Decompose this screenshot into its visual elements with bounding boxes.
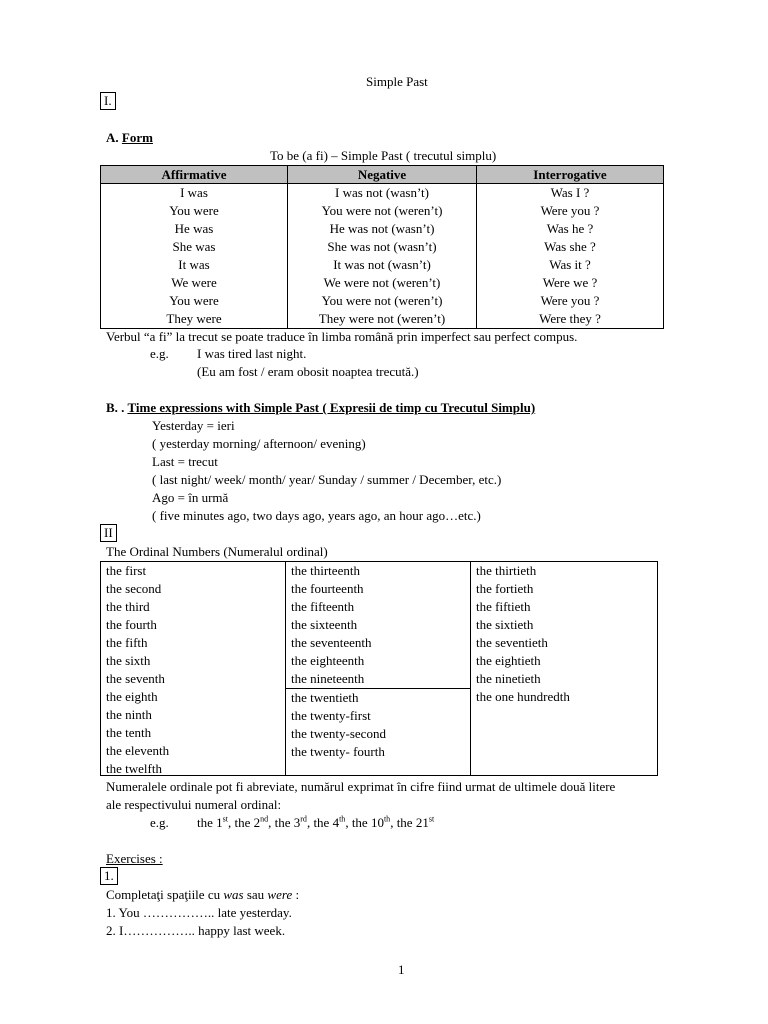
tobe-header-affirmative: Affirmative: [101, 166, 288, 184]
time-expressions-list: [152, 417, 501, 525]
ordinal-item: the fourth: [106, 617, 157, 632]
tobe-cell-affirmative: We were: [101, 274, 288, 292]
tobe-header-negative: Negative: [288, 166, 477, 184]
tobe-cell-negative: They were not (weren’t): [288, 310, 477, 329]
tobe-header-interrogative: Interrogative: [477, 166, 664, 184]
tobe-cell-affirmative: It was: [101, 256, 288, 274]
ordinal-example-list: [197, 815, 434, 831]
page-title: Simple Past: [366, 74, 428, 89]
ordinal-example-suffix: st: [428, 814, 435, 824]
tobe-cell-negative: You were not (weren’t): [288, 202, 477, 220]
ordinal-item: the sixtieth: [476, 617, 534, 632]
tobe-header-row: [101, 166, 664, 184]
time-expression-line: ( five minutes ago, two days ago, years ago, an hour ago…etc.): [152, 508, 481, 523]
tobe-cell-affirmative: She was: [101, 238, 288, 256]
section-a-title: Form: [121, 130, 153, 145]
ordinal-item: the first: [106, 563, 147, 578]
tobe-row: [101, 202, 664, 220]
ordinal-column-2: [286, 562, 471, 775]
exercise-item-2: 2. I…………….. happy last week.: [106, 923, 286, 938]
ordinal-column-2-upper: [286, 562, 470, 688]
ordinal-item: the seventh: [106, 671, 165, 686]
instruction-word-were: were: [267, 887, 293, 902]
ordinal-example-suffix: rd: [300, 814, 307, 824]
ordinal-example-suffix: th: [339, 814, 346, 824]
tobe-example-label: e.g.: [150, 346, 169, 361]
tobe-cell-negative: I was not (wasn’t): [288, 184, 477, 203]
ordinal-example-separator: ,: [345, 815, 352, 830]
exercise-item-1: 1. You …………….. late yesterday.: [106, 905, 292, 920]
tobe-cell-interrogative: Were you ?: [477, 292, 664, 310]
time-expression-line: ( yesterday morning/ afternoon/ evening): [152, 436, 366, 451]
tobe-cell-interrogative: Were they ?: [477, 310, 664, 329]
tobe-cell-negative: It was not (wasn’t): [288, 256, 477, 274]
ordinal-item: the one hundredth: [476, 689, 570, 704]
ordinal-example-separator: ,: [227, 815, 235, 830]
ordinal-item: the thirteenth: [291, 563, 360, 578]
section-label-1: I.: [100, 92, 116, 110]
ordinal-example-separator: ,: [306, 815, 314, 830]
tobe-cell-affirmative: You were: [101, 292, 288, 310]
ordinal-item: the fourteenth: [291, 581, 364, 596]
ordinal-column-1: [101, 562, 286, 775]
time-expression-line: Yesterday = ieri: [152, 418, 235, 433]
instruction-text-after: :: [292, 887, 300, 902]
tobe-cell-interrogative: Was he ?: [477, 220, 664, 238]
instruction-text-before: Completaţi spaţiile cu: [106, 887, 224, 902]
tobe-row: [101, 292, 664, 310]
ordinal-item: the twenty-first: [291, 708, 371, 723]
ordinal-item: the seventeenth: [291, 635, 372, 650]
ordinal-item: the fifteenth: [291, 599, 355, 614]
ordinal-item: the eightieth: [476, 653, 541, 668]
tobe-caption: To be (a fi) – Simple Past ( trecutul simplu): [270, 148, 497, 163]
tobe-cell-interrogative: Were you ?: [477, 202, 664, 220]
section-b-heading: [106, 400, 535, 416]
ordinal-note-line-1: Numeralele ordinale pot fi abreviate, numărul exprimat în cifre fiind urmat de ultimele două litere: [106, 779, 616, 794]
section-a-heading: [106, 130, 153, 146]
tobe-cell-affirmative: I was: [101, 184, 288, 203]
ordinal-example-separator: ,: [268, 815, 275, 830]
tobe-cell-interrogative: Was it ?: [477, 256, 664, 274]
tobe-row: [101, 238, 664, 256]
tobe-row: [101, 256, 664, 274]
tobe-example-translation: (Eu am fost / eram obosit noaptea trecută.): [197, 364, 419, 379]
ordinal-item: the twenty-second: [291, 726, 386, 741]
exercises-heading: Exercises :: [106, 851, 163, 866]
tobe-cell-interrogative: Was I ?: [477, 184, 664, 203]
section-b-letter: B. .: [106, 400, 125, 415]
ordinal-example-label: e.g.: [150, 815, 169, 830]
time-expression-line: ( last night/ week/ month/ year/ Sunday / summer / December, etc.): [152, 472, 502, 487]
tobe-cell-interrogative: Was she ?: [477, 238, 664, 256]
ordinal-item: the sixth: [106, 653, 151, 668]
page-number: 1: [398, 962, 405, 977]
ordinal-item: the ninth: [106, 707, 152, 722]
ordinal-item: the eighth: [106, 689, 158, 704]
ordinal-item: the twentieth: [291, 690, 359, 705]
tobe-cell-affirmative: He was: [101, 220, 288, 238]
ordinal-item: the second: [106, 581, 162, 596]
ordinal-example-number: the 1: [197, 815, 223, 830]
tobe-row: [101, 310, 664, 329]
tobe-cell-affirmative: You were: [101, 202, 288, 220]
ordinal-item: the sixteenth: [291, 617, 358, 632]
ordinal-example-suffix: st: [222, 814, 228, 824]
section-b-title: Time expressions with Simple Past ( Expresii de timp cu Trecutul Simplu): [127, 400, 536, 415]
ordinal-note-line-2: ale respectivului numeral ordinal:: [106, 797, 282, 812]
ordinal-example-number: the 3: [274, 815, 301, 830]
exercise-instruction: [106, 887, 299, 903]
ordinal-column-2-lower: [286, 688, 470, 761]
tobe-cell-interrogative: Were we ?: [477, 274, 664, 292]
ordinal-item: the eleventh: [106, 743, 170, 758]
tobe-cell-negative: He was not (wasn’t): [288, 220, 477, 238]
tobe-cell-negative: We were not (weren’t): [288, 274, 477, 292]
ordinal-table: [100, 561, 658, 776]
tobe-cell-negative: She was not (wasn’t): [288, 238, 477, 256]
time-expression-line: Last = trecut: [152, 454, 218, 469]
tobe-cell-negative: You were not (weren’t): [288, 292, 477, 310]
ordinal-item: the third: [106, 599, 150, 614]
tobe-example-sentence: I was tired last night.: [197, 346, 307, 361]
ordinal-item: the thirtieth: [476, 563, 537, 578]
instruction-text-mid: sau: [243, 887, 268, 902]
ordinal-item: the twenty- fourth: [291, 744, 385, 759]
tobe-cell-affirmative: They were: [101, 310, 288, 329]
ordinal-caption: The Ordinal Numbers (Numeralul ordinal): [106, 544, 328, 559]
ordinal-item: the fifth: [106, 635, 148, 650]
ordinal-item: the tenth: [106, 725, 152, 740]
ordinal-item: the nineteenth: [291, 671, 365, 686]
section-label-2: II: [100, 524, 117, 542]
tobe-row: [101, 220, 664, 238]
ordinal-example-separator: ,: [390, 815, 397, 830]
tobe-row: [101, 184, 664, 203]
ordinal-item: the ninetieth: [476, 671, 541, 686]
tobe-table: [100, 165, 664, 329]
ordinal-example-suffix: th: [383, 814, 391, 824]
ordinal-example-suffix: nd: [260, 814, 269, 824]
ordinal-item: the fiftieth: [476, 599, 531, 614]
ordinal-item: the eighteenth: [291, 653, 365, 668]
instruction-word-was: was: [223, 887, 244, 902]
ordinal-example-number: the 4: [313, 815, 340, 830]
ordinal-column-3: [471, 562, 657, 775]
exercise-1-label: 1.: [100, 867, 118, 885]
ordinal-example-number: the 21: [396, 815, 429, 830]
ordinal-example-number: the 2: [234, 815, 261, 830]
ordinal-example-number: the 10: [351, 815, 384, 830]
section-a-letter: A.: [106, 130, 119, 145]
time-expression-line: Ago = în urmă: [152, 490, 229, 505]
ordinal-item: the fortieth: [476, 581, 534, 596]
ordinal-item: the seventieth: [476, 635, 548, 650]
tobe-note: Verbul “a fi” la trecut se poate traduce în limba română prin imperfect sau perfect compus.: [106, 329, 578, 344]
ordinal-item: the twelfth: [106, 761, 162, 776]
tobe-row: [101, 274, 664, 292]
